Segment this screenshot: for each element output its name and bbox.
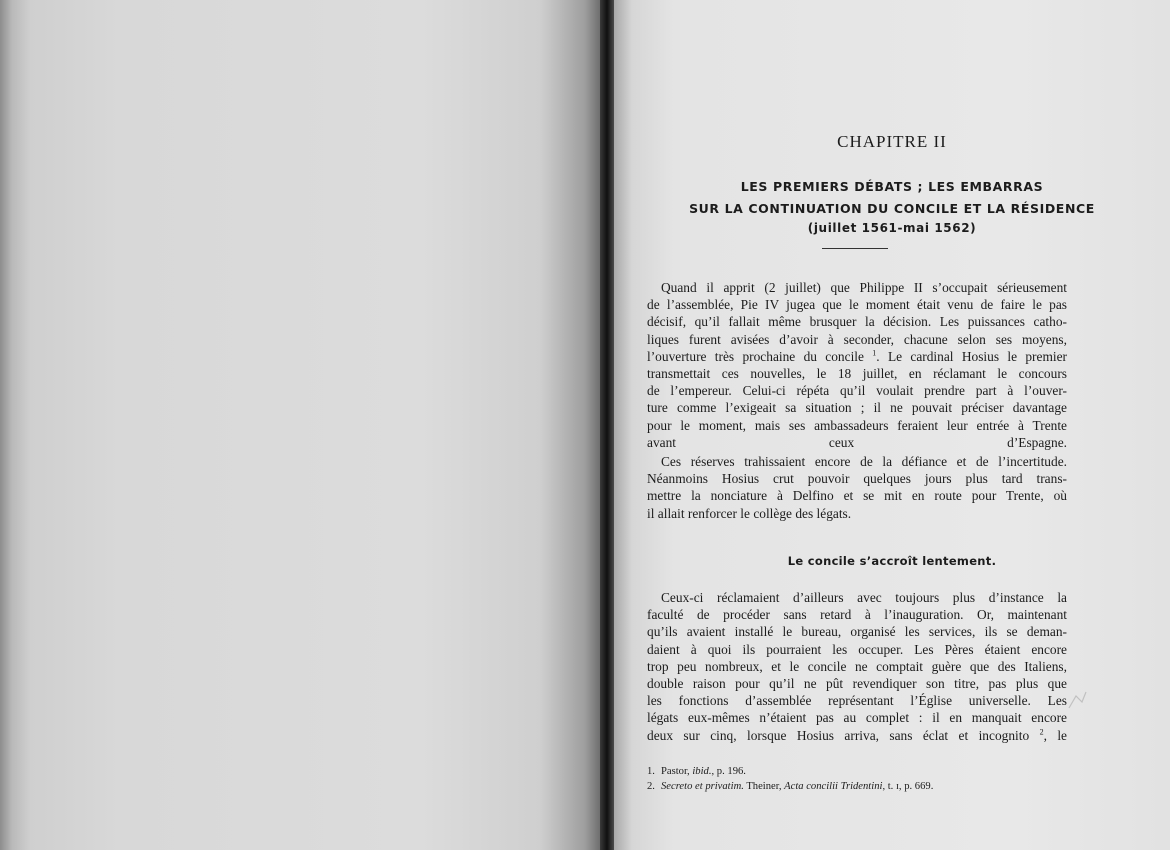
footnote-italic: ibid. — [692, 766, 712, 777]
text-fragment: . Le cardinal Hosius le premier — [876, 348, 1067, 364]
text-fragment: l’ouverture très prochaine du concile — [647, 348, 864, 364]
chapter-number: CHAPITRE II — [837, 132, 947, 151]
book-gutter — [600, 0, 614, 850]
section-heading: Le concile s’accroît lentement. — [787, 554, 997, 568]
text-line: Quand il apprit (2 juillet) que Philippe II s’occupait sérieusement — [661, 280, 1067, 295]
text-line — [647, 348, 1067, 365]
text-line: transmettait ces nouvelles, le 18 juillet, en réclamant le concours — [647, 366, 1067, 382]
text-line: double raison pour qu’il ne pût revendiquer son titre, pas plus que — [647, 676, 1067, 692]
text-line: les fonctions d’assemblée représentant l’Église universelle. Les — [647, 693, 1067, 709]
footnote-number: 1. — [647, 766, 655, 777]
footnote-2 — [647, 779, 1067, 794]
paragraph-2 — [647, 453, 1067, 522]
chapter-title-line-2: SUR LA CONTINUATION DU CONCILE ET LA RÉSIDENCE — [689, 201, 1095, 216]
text-line: Ceux-ci réclamaient d’ailleurs avec toujours plus d’instance la — [661, 590, 1067, 605]
footnote-number: 2. — [647, 781, 655, 792]
footnote-italic: Acta concilii Tridentini — [784, 781, 883, 792]
footnote-text: Pastor, — [661, 766, 693, 777]
text-line: trop peu nombreux, et le concile ne comptait guère que des Italiens, — [647, 658, 1067, 674]
title-divider — [822, 248, 888, 249]
footnote-text: Theiner, — [743, 781, 785, 792]
text-line: avant ceux d’Espagne. — [647, 434, 1067, 450]
text-line: qu’ils avaient installé le bureau, organisé les services, ils se deman- — [647, 624, 1067, 640]
text-line: Néanmoins Hosius crut pouvoir quelques jours plus tard trans- — [647, 471, 1067, 487]
chapter-title-line-1: LES PREMIERS DÉBATS ; LES EMBARRAS — [740, 179, 1044, 194]
paragraph-1 — [647, 279, 1067, 451]
footnote-1 — [647, 764, 1067, 779]
text-line: faculté de procéder sans retard à l’inauguration. Or, maintenant — [647, 607, 1067, 623]
right-page — [614, 0, 1170, 850]
text-line: décisif, qu’il fallait même brusquer la décision. Les puissances catho- — [647, 314, 1067, 330]
text-line: ture comme l’exigeait sa situation ; il ne pouvait préciser davantage — [647, 400, 1067, 416]
footnote-ref-1: 1 — [872, 348, 877, 358]
text-line: pour le moment, mais ses ambassadeurs feraient leur entrée à Trente — [647, 417, 1067, 433]
pencil-mark-icon — [1066, 688, 1088, 712]
text-line: liques furent avisées d’avoir à seconder, chacune selon ses moyens, — [647, 331, 1067, 347]
text-fragment: , le — [1043, 727, 1067, 743]
text-fragment: deux sur cinq, lorsque Hosius arriva, sans éclat et incognito — [647, 727, 1030, 743]
paragraph-3 — [647, 589, 1067, 744]
chapter-title-dates: (juillet 1561-mai 1562) — [807, 221, 977, 235]
footnote-text: , t. ɪ, p. 669. — [882, 781, 934, 792]
text-line: Ces réserves trahissaient encore de la défiance et de l’incertitude. — [661, 454, 1067, 469]
footnote-text: , p. 196. — [711, 766, 746, 777]
text-line: de l’empereur. Celui-ci répéta qu’il voulait prendre part à l’ouver- — [647, 383, 1067, 399]
footnote-italic: Secreto et privatim. — [661, 781, 744, 792]
footnotes — [647, 764, 1067, 794]
text-line — [647, 727, 1067, 744]
text-line: mettre la nonciature à Delfino et se mit en route pour Trente, où — [647, 488, 1067, 504]
text-line: légats eux-mêmes n’étaient pas au complet : il en manquait encore — [647, 710, 1067, 726]
footnote-ref-2: 2 — [1039, 727, 1044, 737]
text-line: il allait renforcer le collège des légats. — [647, 505, 852, 521]
text-line: de l’assemblée, Pie IV jugea que le moment était venu de faire le pas — [647, 297, 1067, 313]
text-line: daient à quoi ils pourraient les occuper. Les Pères étaient encore — [647, 641, 1067, 657]
